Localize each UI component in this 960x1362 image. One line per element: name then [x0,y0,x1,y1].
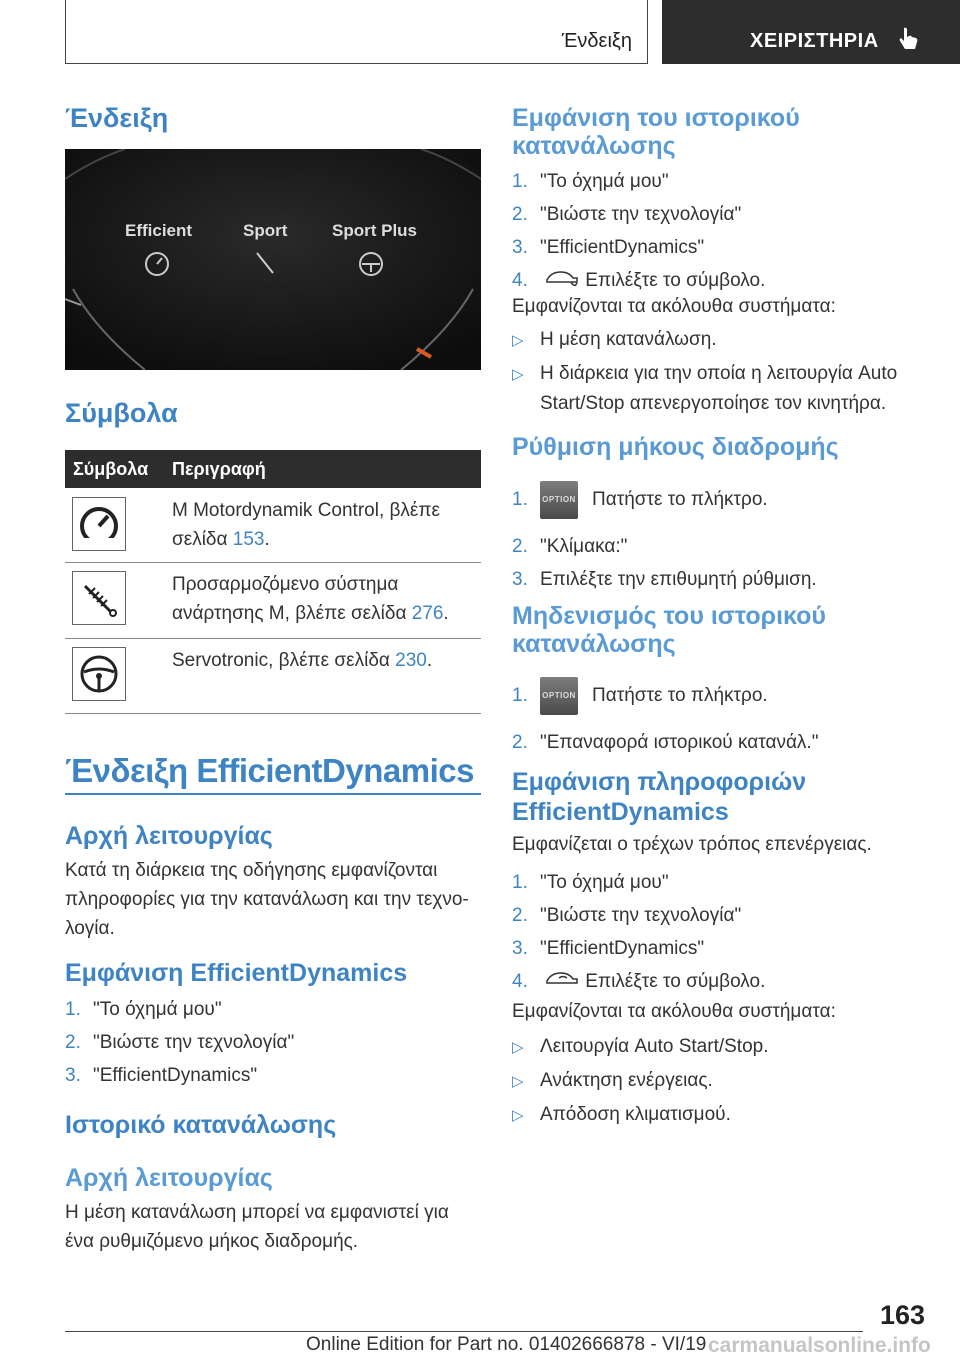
heading-underline [65,793,481,795]
table-col-perigrafi: Περιγραφή [172,459,266,479]
list-item[interactable]: 1. OPTION Πατήστε το πλήκτρο. [512,470,932,530]
list-item[interactable]: 3. "EfficientDynamics" [512,237,705,258]
heading-istoriko: Ιστορικό κατανάλωσης [65,1111,337,1139]
footer-edition: Online Edition for Part no. 01402666878 - VI/19 [306,1334,707,1355]
hand-pointer-icon [896,26,922,57]
dash-efficient: Efficient [125,221,193,240]
list-item[interactable]: 4. Επιλέξτε το σύμβολο. [512,965,932,998]
list-item[interactable]: 4. Επιλέξτε το σύμβολο. [512,264,932,297]
heading-plirofories: Εμφάνιση πληροφοριών EfficientDynamics [512,768,807,826]
table-divider [65,638,481,639]
list-item: ▷ Ανάκτηση ενέργειας. [512,1070,713,1091]
suspension-icon [72,571,126,625]
heading-arxi: Αρχή λειτουργίας [65,822,273,850]
systems-intro-2: Εμφανίζονται τα ακόλουθα συστήματα: [512,1001,836,1022]
steering-wheel-icon [72,647,126,701]
header-frame [65,0,648,64]
heading-emfanisi-istorikou: Εμφάνιση του ιστορικού κατανάλωσης [512,104,800,160]
table-row: Προσαρμοζόμενο σύστημα ανάρτησης M, βλέπε σελίδα 276. [172,574,449,624]
list-item: ▷ Λειτουργία Auto Start/Stop. [512,1036,769,1057]
table-header [65,450,481,488]
table-col-symvola: Σύμβολα [73,459,149,479]
list-item[interactable]: 2. "Επαναφορά ιστορικού κατανάλ." [512,732,819,753]
bullets-plirofories [512,1030,932,1132]
steps-plirofories [512,866,932,998]
bullets-istoriko: ▷ Η μέση κατανάλωση. ▷ Η διάρκεια για την οποία η λειτουργία Auto Start/Stop απενεργοποίησε τον κινητήρα. [512,325,932,418]
option-button[interactable]: OPTION [540,677,578,715]
list-item[interactable]: 2. "Κλίμακα:" [512,536,628,557]
heading-symvola: Σύμβολα [65,398,178,428]
page-number: 163 [880,1300,926,1330]
list-item[interactable]: 1. "Το όχημά μου" [512,171,669,192]
list-item[interactable]: 3. Επιλέξτε την επιθυμητή ρύθμιση. [512,569,817,590]
heading-midenismos: Μηδενισμός του ιστορικού κατανάλωσης [512,602,826,658]
paragraph-plirofories: Εμφανίζεται ο τρέχων τρόπος επενέργειας. [512,834,872,855]
option-button[interactable]: OPTION [540,481,578,519]
dash-sport-plus: Sport Plus [332,221,418,240]
list-item: ▷ Απόδοση κλιματισμού. [512,1104,731,1125]
list-item[interactable]: 2. "Βιώστε την τεχνολογία" [65,1032,295,1053]
list-item[interactable]: 1. "Το όχημά μου" [65,999,222,1020]
table-divider [65,713,481,714]
heading-emfanisi-ed: Εμφάνιση EfficientDynamics [65,959,408,987]
paragraph-arxi: Κατά τη διάρκεια της οδήγησης εμφανίζονται πληροφορίες για την κατανάλωση και την τεχνο- λογία. [65,860,469,939]
list-item[interactable]: 2. "Βιώστε την τεχνολογία" [512,905,742,926]
paragraph-arxi-2: Η μέση κατανάλωση μπορεί να εμφανιστεί για ένα ρυθμιζόμενο μήκος διαδρομής. [65,1202,449,1252]
header-title: Ένδειξη [561,30,632,52]
car-info-icon[interactable] [545,965,585,998]
systems-intro: Εμφανίζονται τα ακόλουθα συστήματα: [512,296,836,317]
page-link-230[interactable]: 230 [395,650,427,671]
list-item[interactable]: 3. "EfficientDynamics" [512,938,705,959]
table-divider [65,562,481,563]
list-item[interactable]: 1. OPTION Πατήστε το πλήκτρο. [512,666,932,726]
dash-sport: Sport [243,221,288,240]
heading-endeixi-ed: Ένδειξη EfficientDynamics [65,752,474,789]
steps-istoriko [512,165,932,297]
list-item[interactable]: 1. "Το όχημά μου" [512,872,669,893]
page-link-276[interactable]: 276 [411,603,444,624]
steps-midenismos [512,666,932,759]
list-item[interactable]: 2. "Βιώστε την τεχνολογία" [512,204,742,225]
steps-emfanisi-ed [65,993,294,1092]
footer-watermark: carmanualsonline.info [708,1334,931,1357]
table-row: M Motordynamik Control, βλέπε σελίδα 153. [172,500,440,550]
list-item: ▷ Η μέση κατανάλωση. [512,329,717,350]
list-item: ▷ Η διάρκεια για την οποία η λειτουργία Auto [512,363,898,384]
mdm-icon [72,497,126,551]
page-link-153[interactable]: 153 [232,529,265,550]
heading-arxi-2: Αρχή λειτουργίας [65,1164,273,1192]
dashboard-image [65,149,481,370]
list-item[interactable]: 3. "EfficientDynamics" [65,1065,258,1086]
table-row: Servotronic, βλέπε σελίδα 230. [172,650,433,671]
heading-endeixi: Ένδειξη [65,103,169,133]
heading-rythmisi: Ρύθμιση μήκους διαδρομής [512,433,839,461]
footer-divider [65,1331,863,1332]
header-tab-label[interactable]: ΧΕΙΡΙΣΤΗΡΙΑ [750,30,879,52]
steps-rythmisi [512,470,932,596]
